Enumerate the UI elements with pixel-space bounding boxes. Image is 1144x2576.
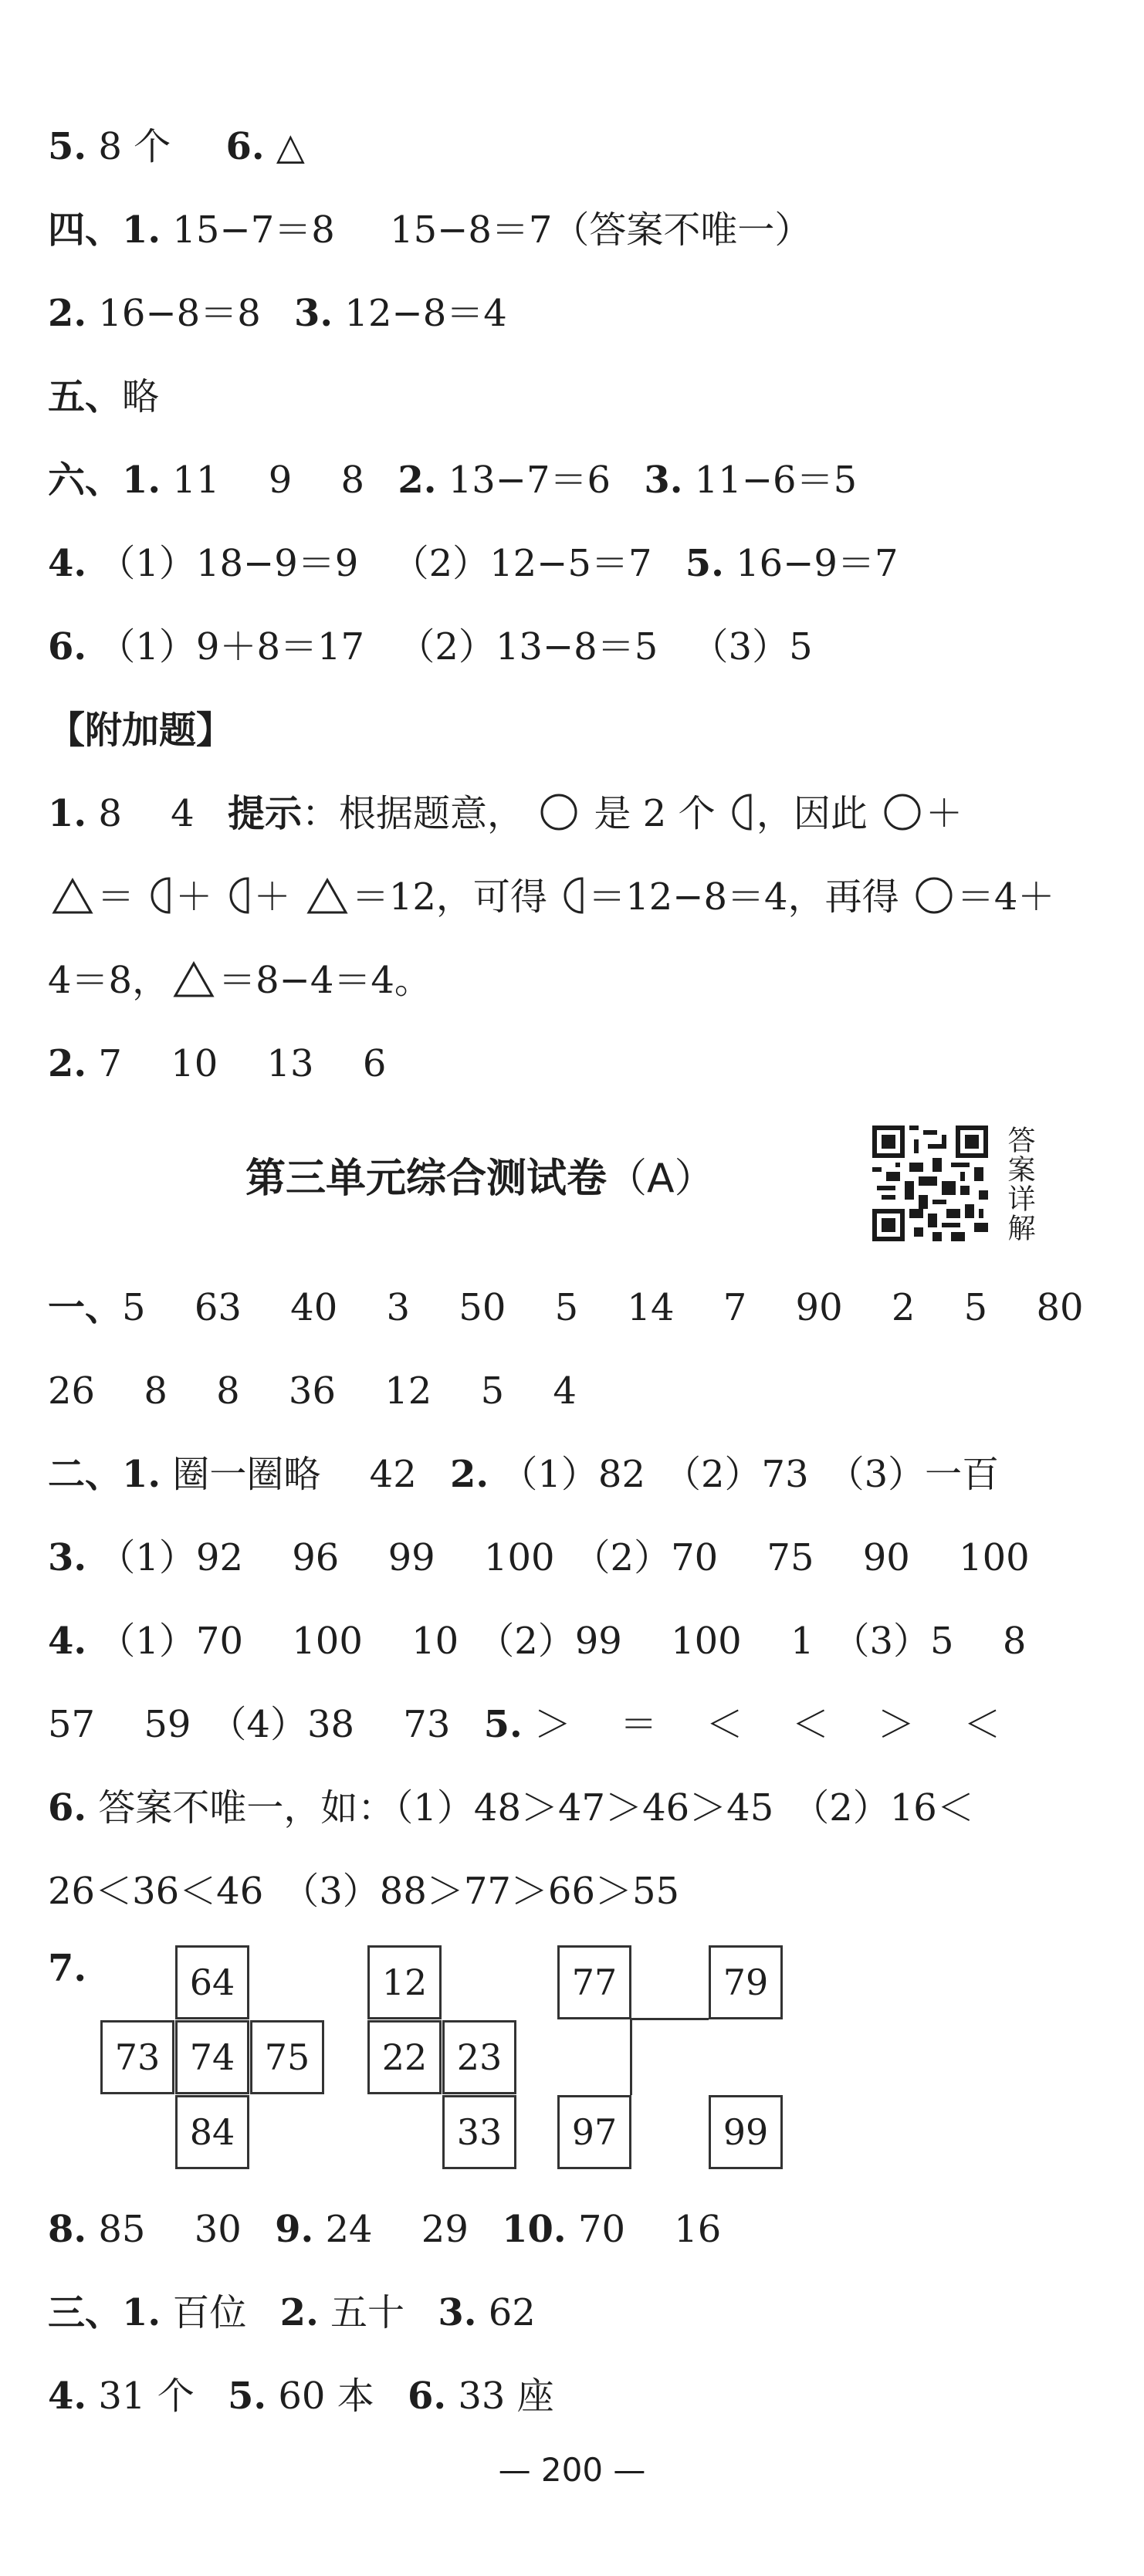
half-circle-icon (730, 792, 753, 832)
grid-cell: 84 (175, 2095, 249, 2169)
answer-line-m11 (48, 2288, 536, 2337)
grid-cell: 77 (557, 1945, 631, 2019)
answer-line-m3 (48, 1450, 999, 1499)
answer-line-m8 (48, 1867, 679, 1916)
answer-text: （2）13−8＝5 (398, 625, 658, 669)
triangle-icon (306, 877, 349, 916)
q-num: 5. (227, 2375, 267, 2418)
half-circle-icon (149, 875, 172, 916)
answer-text: 五十 (330, 2291, 405, 2334)
answer-text: （3）5 (691, 625, 813, 669)
answer-text: （1）9＋8＝17 (98, 625, 365, 669)
hint-text: ＝12，可得 (351, 875, 547, 919)
hint-text: ＝8−4＝4。 (218, 959, 432, 1002)
q-num: 1. (122, 2291, 161, 2334)
q-num: 3. (438, 2291, 477, 2334)
hint-text: ＋ (175, 875, 213, 919)
q-num: 1. (122, 1453, 161, 1496)
q-num: 4. (48, 542, 87, 585)
answer-text: 12−8＝4 (344, 292, 507, 335)
answer-line-m6 (48, 1700, 1000, 1749)
answer-line-m5 (48, 1616, 1026, 1666)
answer-text: 7 10 13 6 (98, 1042, 387, 1085)
q-num: 5. (685, 542, 724, 585)
answer-text: 57 59 （4）38 73 (48, 1703, 451, 1746)
q-num: 6. (225, 125, 265, 168)
page-number: — 200 — (498, 2451, 646, 2489)
answer-text: 24 29 (325, 2208, 469, 2251)
section-label: 三、 (48, 2291, 123, 2334)
section-label: 六、 (48, 459, 123, 502)
grid-cell: 23 (442, 2020, 516, 2094)
answer-text: 62 (488, 2291, 536, 2334)
answer-line-6 (48, 539, 899, 588)
section-label: 五、 (48, 375, 123, 418)
q-num: 7. (48, 1947, 87, 1990)
grid-connector (630, 2019, 632, 2095)
hint-text: ：根据题意， (302, 792, 525, 835)
circle-icon (882, 792, 922, 832)
grid-cell: 97 (557, 2095, 631, 2169)
q-num: 2. (48, 292, 87, 335)
answer-text: 15−7＝8 (172, 208, 335, 252)
q-num: 1. (122, 208, 161, 252)
answer-line-5 (48, 455, 857, 505)
section-label: 二、 (48, 1453, 123, 1496)
triangle-icon (51, 877, 94, 916)
q-num: 1. (48, 792, 87, 835)
hint-text: ＝12−8＝4，再得 (588, 875, 899, 919)
answer-text: 5 63 40 3 50 5 14 7 90 2 5 80 (122, 1286, 1084, 1329)
answer-text: 33 座 (458, 2375, 554, 2418)
q-num: 9. (275, 2208, 314, 2251)
circle-icon (914, 875, 954, 916)
hint-text: ＋ (253, 875, 291, 919)
answer-line-m12 (48, 2371, 554, 2421)
answer-text: （1）70 100 10 （2）99 100 1 （3）5 8 (98, 1620, 1027, 1663)
answer-line-4 (48, 372, 159, 421)
grid-cell: 22 (367, 2020, 442, 2094)
q-num: 10. (502, 2208, 567, 2251)
answer-text: 8 个 (98, 125, 171, 168)
hint-text: ＝ (97, 875, 135, 919)
grid-cell: 33 (442, 2095, 516, 2169)
grid-cell: 75 (250, 2020, 324, 2094)
answer-line-11 (48, 956, 432, 1005)
q-num: 2. (48, 1042, 87, 1085)
q-num: 3. (48, 1536, 87, 1579)
answer-text: 85 30 (98, 2208, 242, 2251)
grid-cell: 74 (175, 2020, 249, 2094)
hint-text: 4＝8， (48, 959, 170, 1002)
answer-line-m7 (48, 1783, 974, 1833)
bonus-heading (48, 706, 233, 755)
section-title-text: 第三单元综合测试卷 (245, 1156, 608, 1202)
answer-text: 16−9＝7 (736, 542, 899, 585)
q-num: 6. (407, 2375, 447, 2418)
answer-text: 26 8 8 36 12 5 4 (48, 1369, 577, 1413)
answer-line-m1 (48, 1283, 1084, 1332)
answer-text: 答案不唯一，如：（1）48＞47＞46＞45 （2）16＜ (98, 1786, 974, 1830)
hint-label: 提示 (227, 792, 302, 835)
section-title-paren: （A） (607, 1156, 715, 1202)
answer-text: 60 本 (278, 2375, 374, 2418)
q-num: 3. (294, 292, 333, 335)
answer-line-10 (48, 872, 1054, 922)
q-num: 6. (48, 625, 87, 669)
answer-text: （1）92 96 99 100 （2）70 75 90 100 (98, 1536, 1030, 1579)
answer-line-12 (48, 1039, 386, 1088)
bonus-title: 【附加题】 (48, 709, 234, 752)
q-num: 5. (48, 125, 87, 168)
answer-text: （1）82 （2）73 （3）一百 (500, 1453, 1000, 1496)
answer-text: （2）12−5＝7 (391, 542, 652, 585)
circle-icon (539, 792, 579, 832)
answer-text: 百位 (172, 2291, 247, 2334)
q-num: 3. (644, 459, 683, 502)
answer-text: 13−7＝6 (448, 459, 611, 502)
triangle-icon (172, 960, 215, 999)
answer-line-7 (48, 622, 813, 672)
grid-cell: 99 (709, 2095, 783, 2169)
q-num: 6. (48, 1786, 87, 1830)
grid-cell: 12 (367, 1945, 442, 2019)
hint-text: ＋ (926, 792, 963, 835)
answer-text: 11−6＝5 (694, 459, 858, 502)
answer-text: 11 9 8 (172, 459, 365, 502)
answer-text: （1）18−9＝9 (98, 542, 359, 585)
answer-line-9 (48, 789, 963, 838)
answer-line-2 (48, 205, 811, 255)
answer-text: 31 个 (98, 2375, 195, 2418)
answer-text: 15−8＝7（答案不唯一） (390, 208, 812, 252)
q-num: 4. (48, 1620, 87, 1663)
hint-text: ＝4＋ (956, 875, 1055, 919)
q-num: 2. (279, 2291, 319, 2334)
q-num: 1. (122, 459, 161, 502)
answer-line-3 (48, 289, 507, 338)
qr-code-icon[interactable] (872, 1126, 988, 1241)
grid-connector (631, 2018, 709, 2020)
answer-line-m4 (48, 1533, 1030, 1582)
answer-line-m2 (48, 1366, 577, 1416)
answer-text: ＞ ＝ ＜ ＜ ＞ ＜ (534, 1703, 1001, 1746)
answer-text: 圈一圈略 42 (172, 1453, 417, 1496)
hint-text: 是 2 个 (594, 792, 716, 835)
q-num: 4. (48, 2375, 87, 2418)
section-title (245, 1154, 715, 1203)
q-num: 8. (48, 2208, 87, 2251)
q-num: 5. (483, 1703, 523, 1746)
hint-text: ，因此 (756, 792, 868, 835)
answer-line-m9 (48, 1944, 86, 1993)
answer-text: △ (276, 125, 305, 168)
qr-label: 答案详解 (1004, 1126, 1035, 1243)
q-num: 2. (450, 1453, 489, 1496)
answer-line-m10 (48, 2205, 721, 2254)
grid-cell: 79 (709, 1945, 783, 2019)
grid-cell: 73 (100, 2020, 174, 2094)
answer-text: 16−8＝8 (98, 292, 261, 335)
answer-text: 略 (122, 375, 160, 418)
half-circle-icon (562, 875, 585, 916)
answer-text: 8 4 (98, 792, 195, 835)
answer-text: 26＜36＜46 （3）88＞77＞66＞55 (48, 1870, 680, 1913)
q-num: 2. (398, 459, 437, 502)
section-label: 一、 (48, 1286, 123, 1329)
answer-line-1 (48, 122, 305, 171)
half-circle-icon (228, 875, 251, 916)
answer-text: 70 16 (577, 2208, 722, 2251)
section-label: 四、 (48, 208, 123, 252)
grid-cell: 64 (175, 1945, 249, 2019)
